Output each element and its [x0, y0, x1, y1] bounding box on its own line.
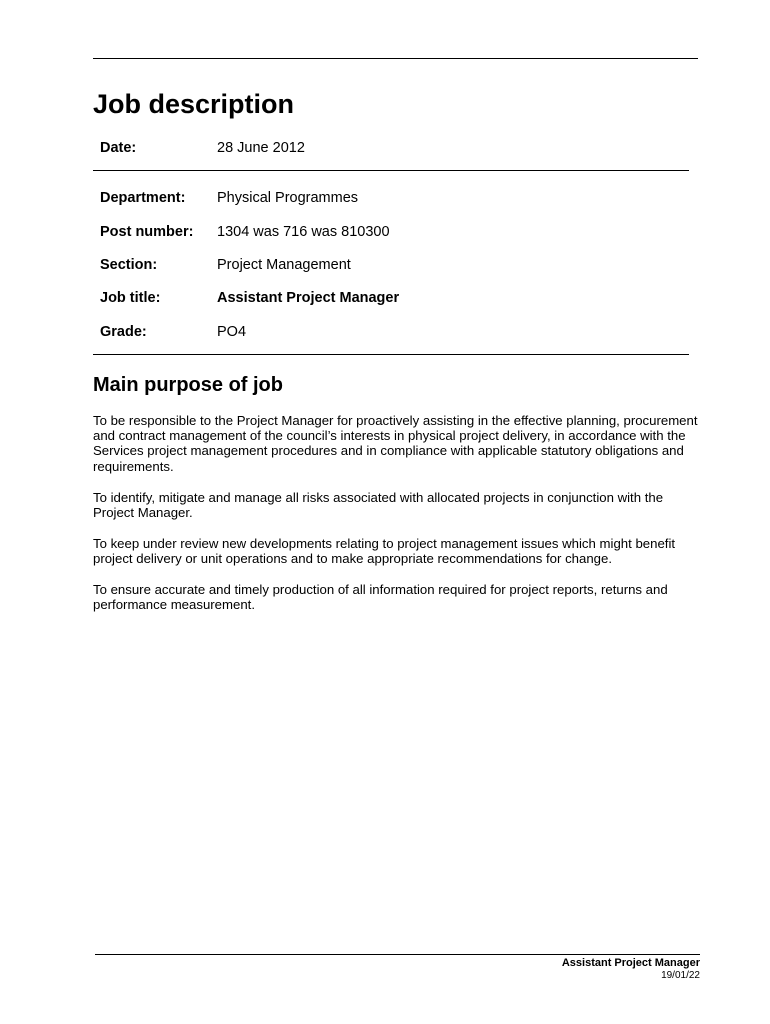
- field-job-title-value: Assistant Project Manager: [217, 290, 400, 306]
- purpose-paragraph: To ensure accurate and timely production of all information required for project reports, returns and performance measurement.: [93, 582, 668, 613]
- footer-title: Assistant Project Manager: [561, 957, 700, 969]
- page-title: Job description: [93, 89, 295, 119]
- field-post-number-value: 1304 was 716 was 810300: [217, 224, 390, 240]
- footer-date: 19/01/22: [661, 970, 700, 981]
- field-section-value: Project Management: [217, 257, 351, 273]
- footer-rule: [95, 954, 700, 955]
- main-purpose-heading: Main purpose of job: [93, 374, 283, 396]
- field-grade-value: PO4: [217, 324, 247, 340]
- field-date-value: 28 June 2012: [217, 140, 305, 156]
- top-rule: [93, 58, 698, 59]
- details-divider: [93, 354, 689, 355]
- header-divider: [93, 170, 689, 171]
- field-department-label: Department:: [100, 190, 186, 206]
- field-grade-label: Grade:: [100, 324, 147, 340]
- purpose-paragraph: To identify, mitigate and manage all risks associated with allocated projects in conjunction with the Project Manager.: [93, 490, 664, 521]
- field-section-label: Section:: [100, 257, 158, 273]
- purpose-paragraph: To be responsible to the Project Manager for proactively assisting in the effective planning, procurement and contract management of the council’s interests in physical project delivery, in accordance with the Services project management procedures and in compliance with applicable statutory obligations and requirements.: [93, 413, 698, 474]
- field-department-value: Physical Programmes: [217, 190, 359, 206]
- purpose-paragraph: To keep under review new developments relating to project management issues which might benefit project delivery or unit operations and to make appropriate recommendations for change.: [93, 536, 676, 567]
- field-post-number-label: Post number:: [100, 224, 194, 240]
- field-date-label: Date:: [100, 140, 137, 156]
- field-job-title-label: Job title:: [100, 290, 161, 306]
